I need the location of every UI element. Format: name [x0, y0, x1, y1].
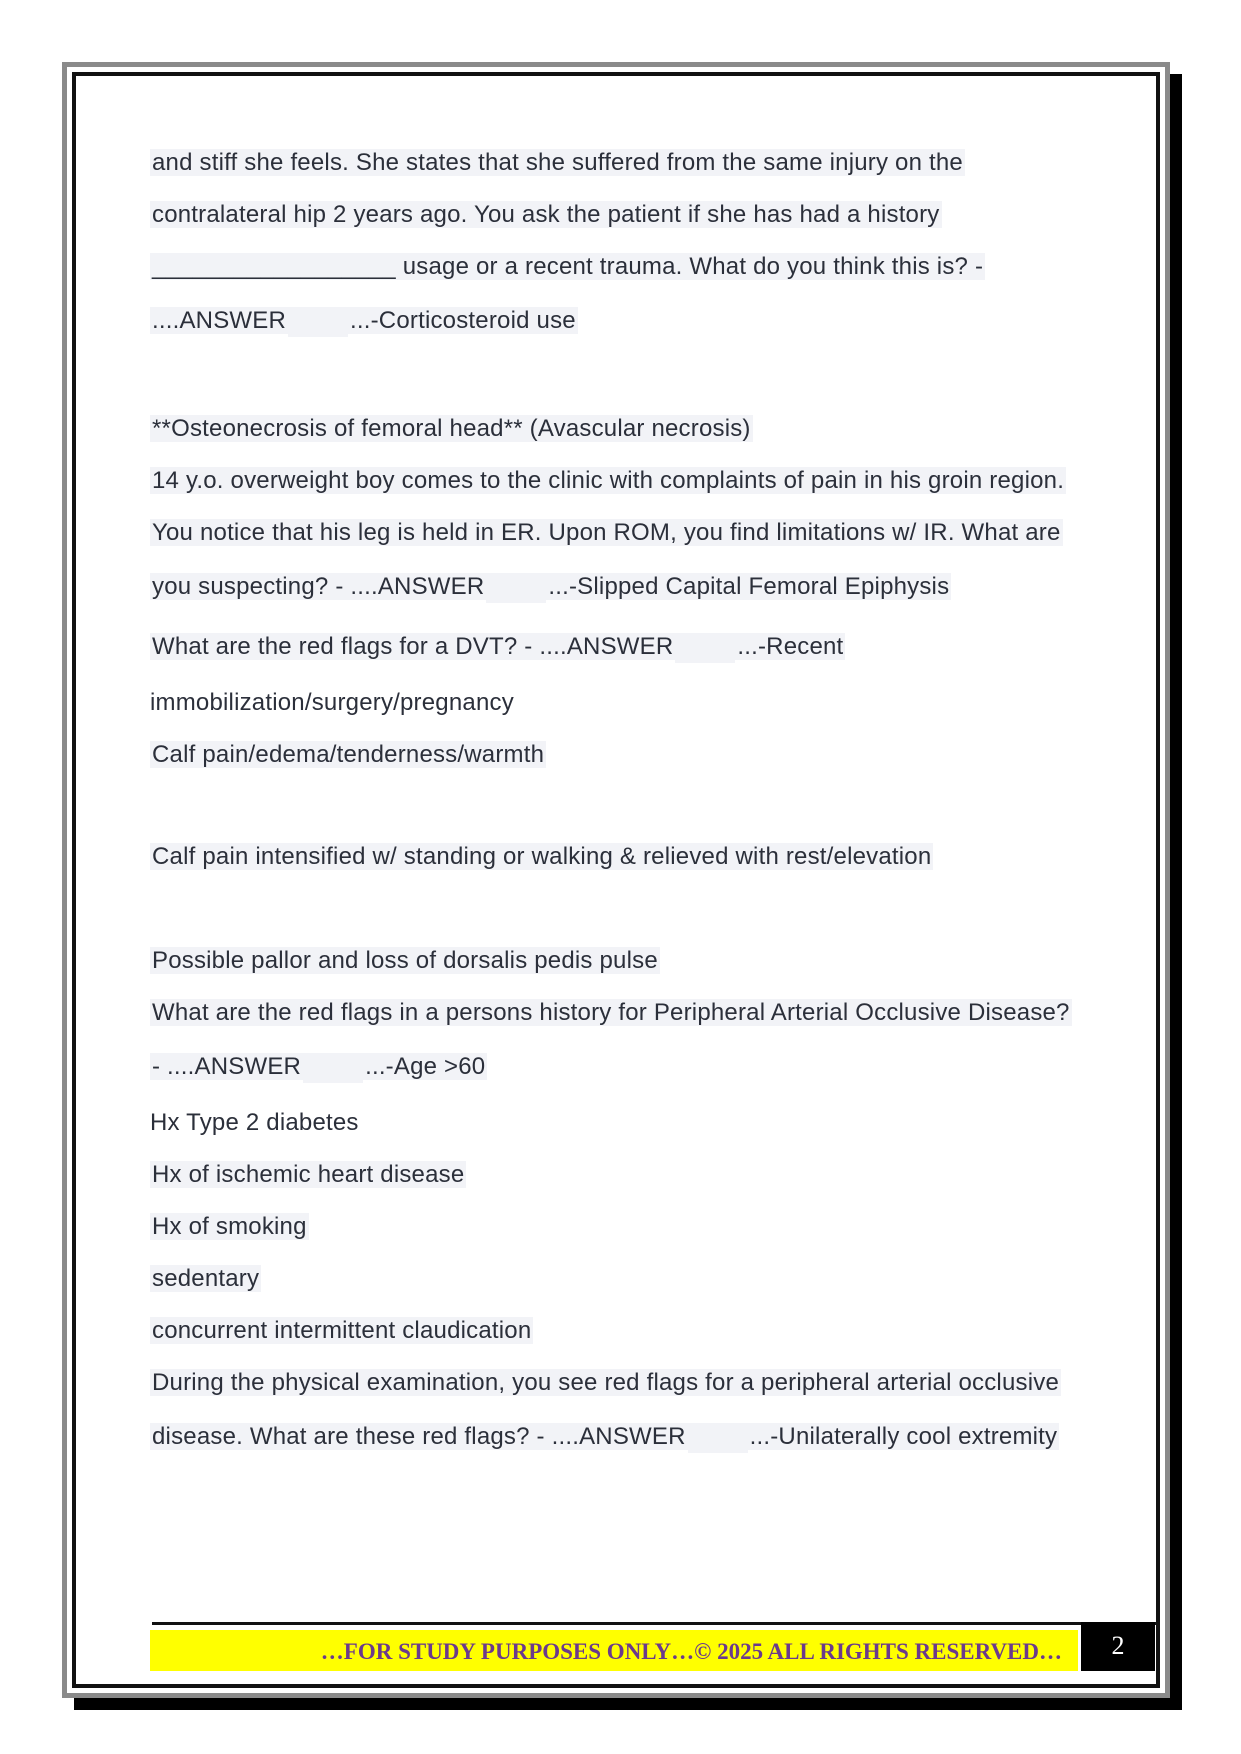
answer-gap	[675, 633, 735, 663]
text-line: Possible pallor and loss of dorsalis pedis pulse	[152, 947, 658, 974]
answer-value: ...-Recent	[737, 633, 844, 660]
answer-gap	[288, 307, 348, 337]
text-line: concurrent intermittent claudication	[152, 1317, 532, 1344]
answer-value: ...-Corticosteroid use	[350, 307, 576, 334]
text-line: contralateral hip 2 years ago. You ask the patient if she has had a history	[152, 201, 940, 228]
text-line: Calf pain/edema/tenderness/warmth	[152, 741, 545, 768]
text-line: Hx of ischemic heart disease	[152, 1161, 465, 1188]
text-line: **Osteonecrosis of femoral head** (Avascular necrosis)	[152, 415, 751, 442]
text-line: 14 y.o. overweight boy comes to the clinic with complaints of pain in his groin region.	[152, 467, 1065, 494]
answer-value: ...-Age >60	[365, 1053, 486, 1080]
answer-label: ....ANSWER	[152, 307, 287, 334]
text-line: During the physical examination, you see red flags for a peripheral arterial occlusive	[152, 1369, 1059, 1396]
text-line: What are the red flags in a persons history for Peripheral Arterial Occlusive Disease?	[152, 999, 1070, 1026]
footer-rule	[152, 1622, 1158, 1625]
answer-value: ...-Slipped Capital Femoral Epiphysis	[548, 573, 950, 600]
answer-line: disease. What are these red flags? - ....ANSWER ...-Unilaterally cool extremity	[150, 1420, 1059, 1454]
text-line: Calf pain intensified w/ standing or walking & relieved with rest/elevation	[152, 843, 932, 870]
text-line: You notice that his leg is held in ER. Upon ROM, you find limitations w/ IR. What are	[152, 519, 1061, 546]
answer-value: ...-Unilaterally cool extremity	[749, 1423, 1058, 1450]
text-line: __________________ usage or a recent trauma. What do you think this is? -	[152, 253, 984, 280]
text-line: sedentary	[152, 1265, 260, 1292]
answer-gap	[303, 1053, 363, 1083]
answer-line	[150, 304, 578, 338]
answer-gap	[486, 573, 546, 603]
page-number: 2	[1081, 1622, 1155, 1671]
answer-gap	[688, 1423, 748, 1453]
answer-line: - ....ANSWER ...-Age >60	[150, 1050, 487, 1084]
answer-line: What are the red flags for a DVT? - ....ANSWER ...-Recent	[150, 630, 845, 664]
answer-line: you suspecting? - ....ANSWER ...-Slipped Capital Femoral Epiphysis	[150, 570, 951, 604]
text-line: Hx Type 2 diabetes	[150, 1109, 359, 1136]
text-line: immobilization/surgery/pregnancy	[150, 689, 514, 716]
footer-banner: …FOR STUDY PURPOSES ONLY…© 2025 ALL RIGHTS RESERVED…	[150, 1630, 1078, 1671]
text-line: Hx of smoking	[152, 1213, 307, 1240]
text-line: and stiff she feels. She states that she suffered from the same injury on the	[152, 149, 963, 176]
